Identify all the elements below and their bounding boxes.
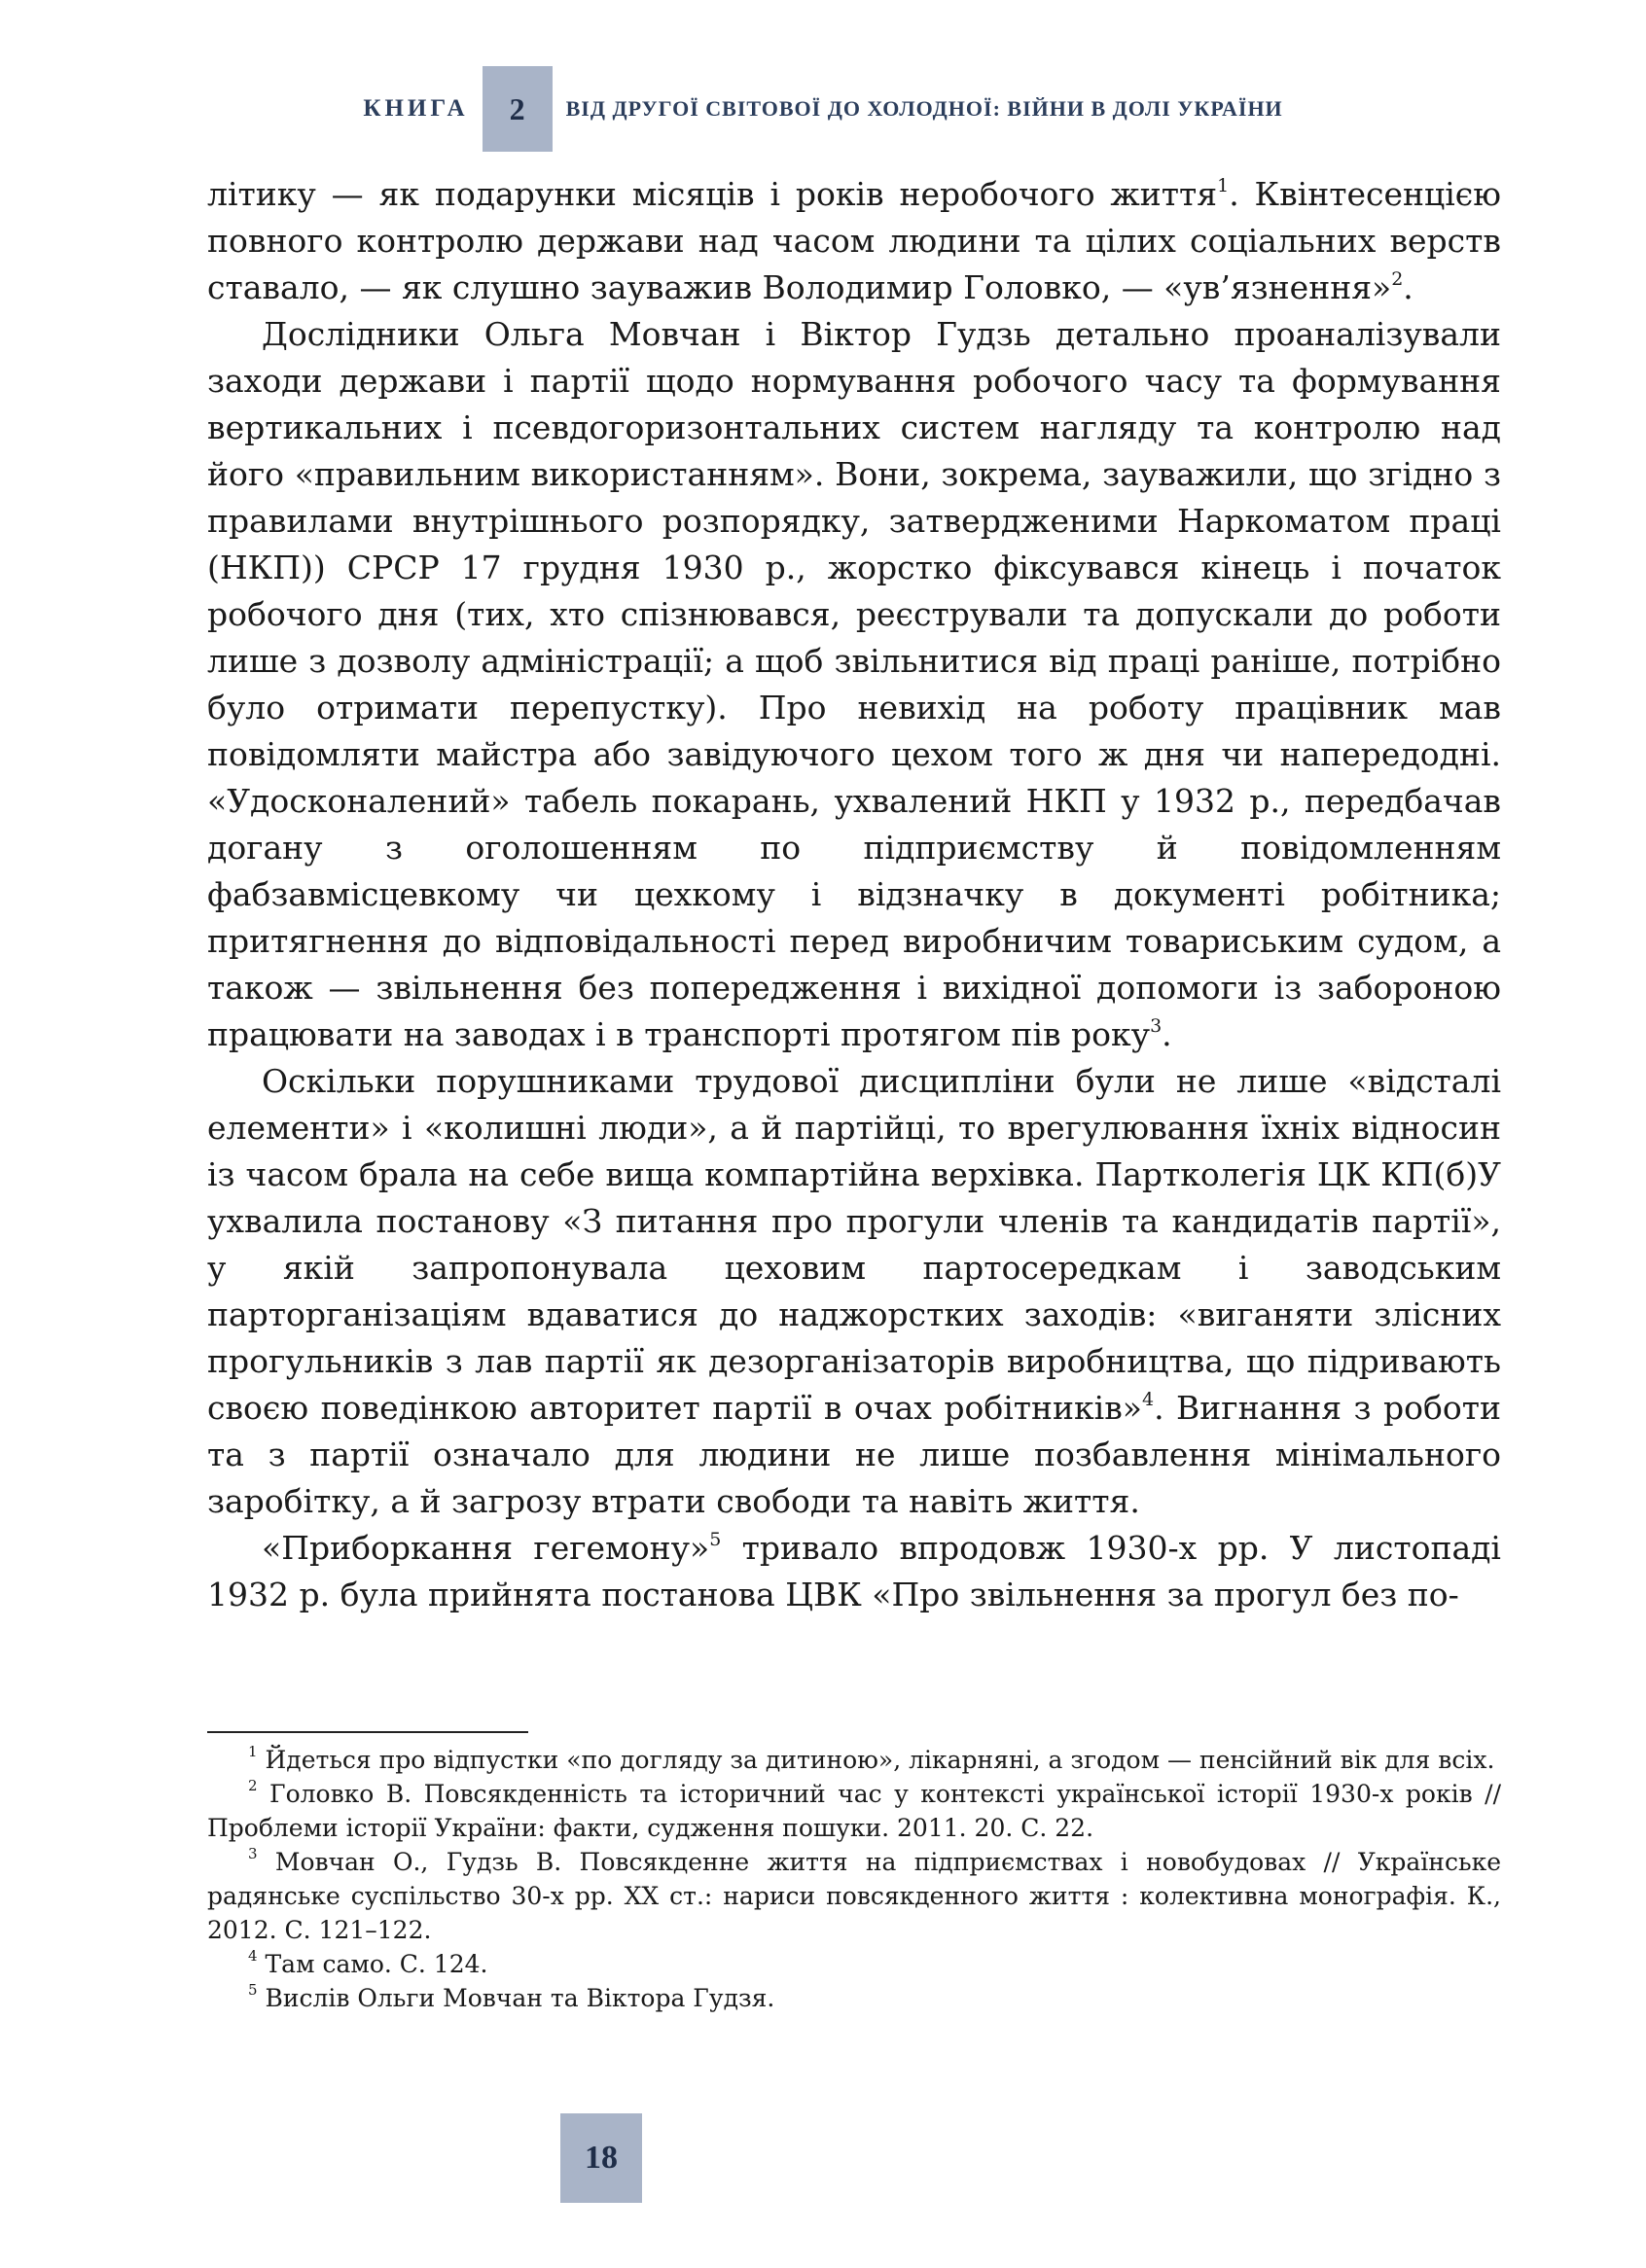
body-text <box>207 171 1501 1618</box>
footnote-4: $^4$ Там само. С. 124. <box>248 1946 488 1978</box>
page-number: 18 <box>585 2140 618 2176</box>
running-header <box>0 62 1646 156</box>
page-number-box <box>560 2113 642 2203</box>
footnote-ref-3[interactable]: 3 <box>1150 1015 1163 1037</box>
header-book-number: 2 <box>509 90 525 126</box>
footnotes <box>207 1743 1501 2015</box>
footnote-ref-5[interactable]: 5 <box>709 1529 722 1550</box>
paragraph-3: Оскільки порушниками трудової дисципліни були не лише «відсталі елементи» і «колишні люди», а й партійці, то врегулювання їхніх відносин із часом брала на себе вища компартійна верхівка. Партколегія ЦК КП(б)У ухвалила постанову «З питання про прогули членів та кандидатів партії», у якій запропонувала цеховим партосередкам і заводським парторганізаціям вдаватися до наджорстких заходів: «виганяти злісних прогульників з лав партії як дезорганізаторів виробництва, що підривають своєю поведінкою авторитет партії в очах робітників»$^4$. Вигнання з роботи та з партії означало для людини не лише позбавлення мінімального заробітку, а й загрозу втрати свободи та навіть життя. <box>207 1062 1501 1520</box>
header-book-label: КНИГА <box>363 95 469 122</box>
footnote-ref-1[interactable]: 1 <box>1217 175 1230 196</box>
footnote-5: $^5$ Вислів Ольги Мовчан та Віктора Гудзя. <box>248 1980 775 2012</box>
header-title: ВІД ДРУГОЇ СВІТОВОЇ ДО ХОЛОДНОЇ: ВІЙНИ В ДОЛІ УКРАЇНИ <box>565 96 1283 121</box>
footnote-ref-4[interactable]: 4 <box>1141 1389 1155 1410</box>
footnote-divider <box>207 1731 528 1733</box>
paragraph-4: «Приборкання гегемону»$^5$ тривало впродовж 1930-х рр. У листопаді 1932 р. була прийнята постанова ЦВК «Про звільнення за прогул без по- <box>207 1529 1501 1613</box>
footnote-3: $^3$ Мовчан О., Гудзь В. Повсякденне життя на підприємствах і новобудовах // Українське радянське суспільство 30-х рр. XX ст.: нариси повсякденного життя : колективна монографія. К., 2012. С. 121–122. <box>207 1844 1501 1944</box>
paragraph-2: Дослідники Ольга Мовчан і Віктор Гудзь детально проаналізували заходи держави і партії щодо нормування робочого часу та формування вертикальних і псевдогоризонтальних систем нагляду та контролю над його «правильним використанням». Вони, зокрема, зауважили, що згідно з правилами внутрішнього розпорядку, затвердженими Наркоматом праці (НКП)) СРСР 17 грудня 1930 р., жорстко фіксувався кінець і початок робочого дня (тих, хто спізнювався, реєстрували та допускали до роботи лише з дозволу адміністрації; а щоб звільнитися від праці раніше, потрібно було отримати перепустку). Про невихід на роботу працівник мав повідомляти майстра або завідуючого цехом того ж дня чи напередодні. «Удосконалений» табель покарань, ухвалений НКП у 1932 р., передбачав догану з оголошенням по підприємству й повідомленням фабзавмісцевкому чи цехкому і відзначку в документі робітника; притягнення до відповідальності перед виробничим товариським судом, а також — звільнення без попередження і вихідної допомоги із забороною працювати на заводах і в транспорті протягом пів року$^3$. <box>207 315 1501 1053</box>
footnote-ref-2[interactable]: 2 <box>1391 268 1404 290</box>
paragraph-1: літику — як подарунки місяців і років неробочого життя$^1$. Квінтесенцією повного контролю держави над часом людини та цілих соціальних верств ставало, — як слушно зауважив Володимир Головко, — «ув’язнення»$^2$. <box>207 175 1501 306</box>
footnote-1: $^1$ Йдеться про відпустки «по догляду за дитиною», лікарняні, а згодом — пенсійний вік для всіх. <box>248 1742 1495 1774</box>
footnote-2: $^2$ Головко В. Повсякденність та історичний час у контексті української історії 1930-х років // Проблеми історії України: факти, судження пошуки. 2011. 20. С. 22. <box>207 1776 1501 1842</box>
header-book-number-box <box>483 66 553 152</box>
